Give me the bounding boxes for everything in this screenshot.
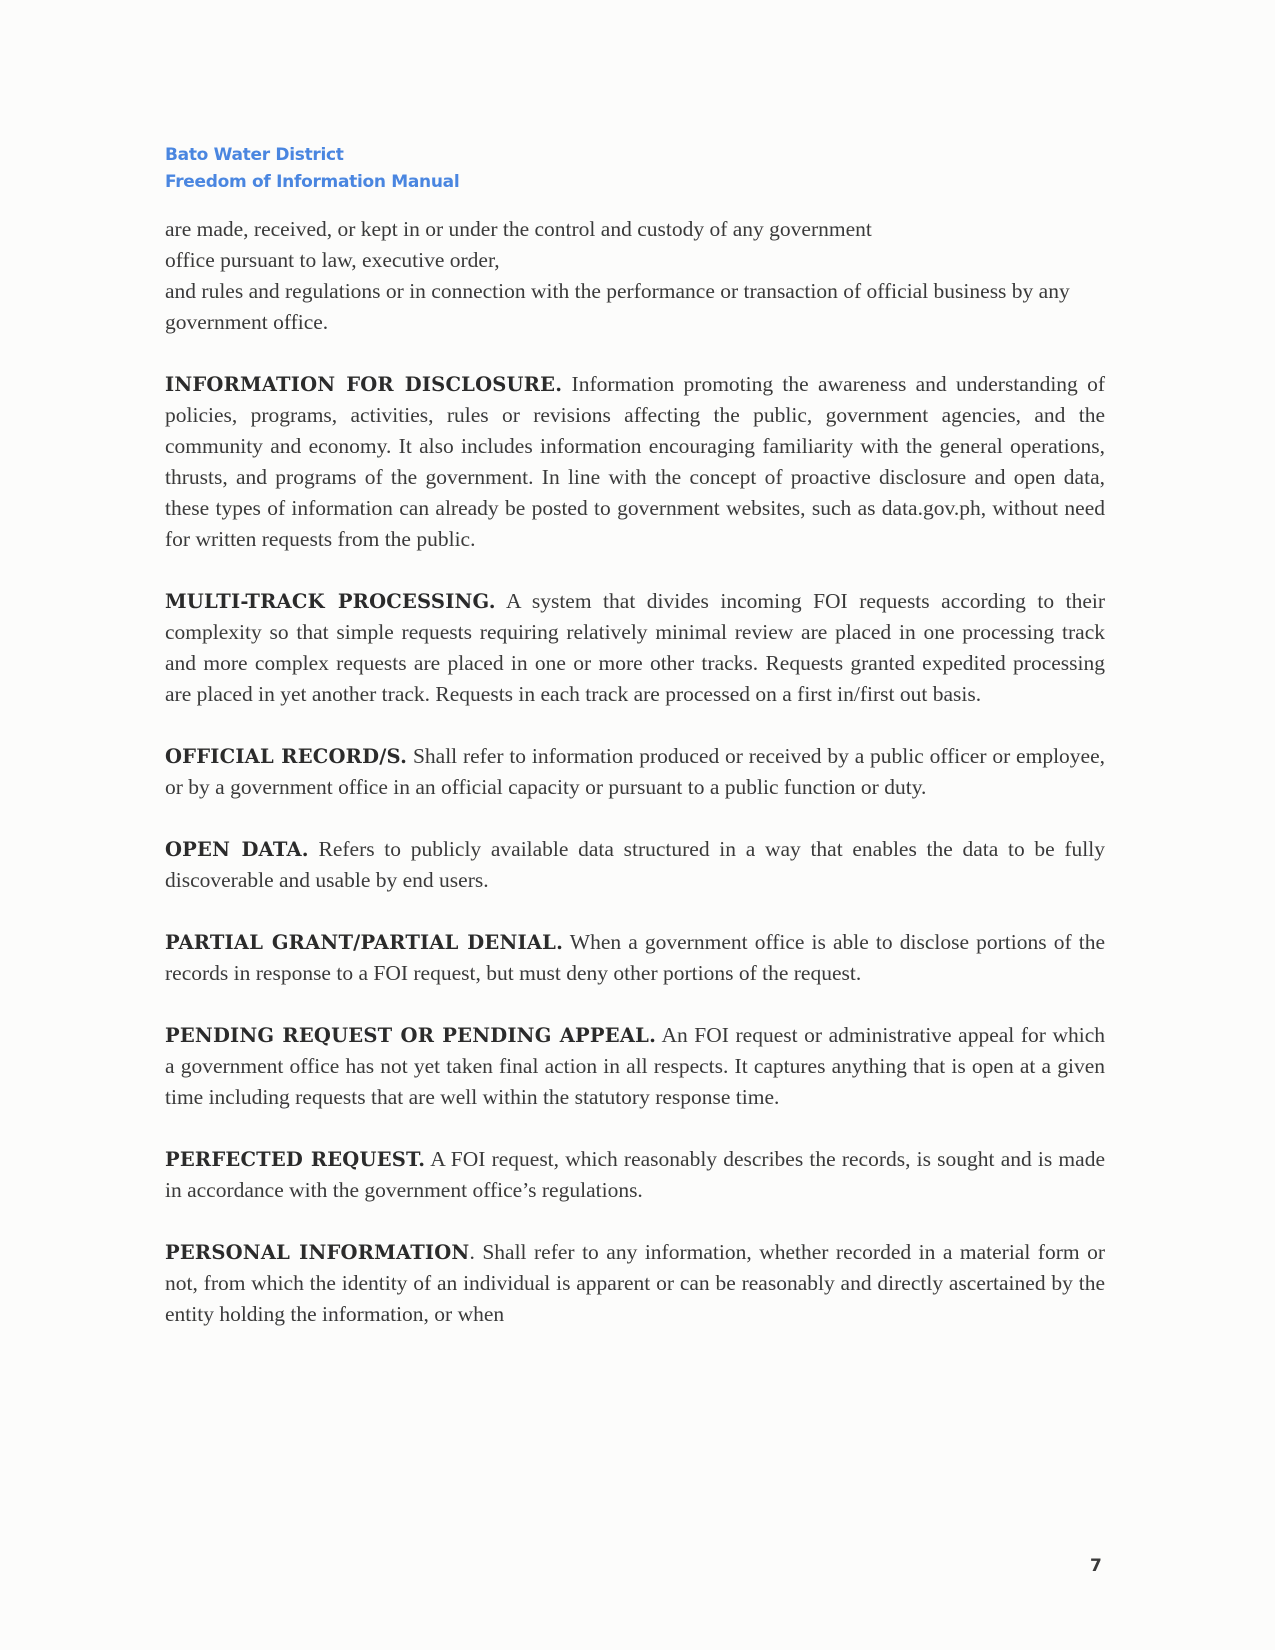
definition-term: INFORMATION FOR DISCLOSURE. — [165, 373, 563, 396]
definition-text: A FOI request, which reasonably describes the records, is sought and is made in accordance with the government office’s regulations. — [165, 1147, 1105, 1202]
document-body — [165, 214, 1105, 1361]
definition-multi-track-processing — [165, 586, 1105, 710]
definition-term: PERSONAL INFORMATION — [165, 1241, 470, 1264]
definition-personal-information — [165, 1237, 1105, 1330]
definition-term: OPEN DATA. — [165, 838, 309, 861]
definition-term: PERFECTED REQUEST. — [165, 1148, 426, 1171]
intro-line-1: are made, received, or kept in or under the control and custody of any government — [165, 217, 872, 241]
definition-text: An FOI request or administrative appeal for which a government office has not yet taken final action in all respects. It captures anything that is open at a given time including requests that are well within the statutory response time. — [165, 1023, 1105, 1109]
intro-line-3: and rules and regulations or in connection with the performance or transaction of official business by any government office. — [165, 279, 1070, 334]
definition-term: OFFICIAL RECORD/S. — [165, 745, 408, 768]
definition-term: PENDING REQUEST OR PENDING APPEAL. — [165, 1024, 657, 1047]
manual-title: Freedom of Information Manual — [165, 172, 460, 192]
page-number: 7 — [1090, 1556, 1102, 1576]
organization-name: Bato Water District — [165, 145, 344, 165]
definition-text: . Shall refer to any information, whether recorded in a material form or not, from which the identity of an individual is apparent or can be reasonably and directly ascertained by the entity holding the information, or when — [165, 1240, 1105, 1326]
definition-text: Refers to publicly available data structured in a way that enables the data to be fully discoverable and usable by end users. — [165, 837, 1105, 892]
definition-official-records — [165, 741, 1105, 803]
definition-perfected-request — [165, 1144, 1105, 1206]
intro-line-2: office pursuant to law, executive order, — [165, 248, 500, 272]
definition-text: A system that divides incoming FOI requests according to their complexity so that simple requests requiring relatively minimal review are placed in one processing track and more complex requests are placed in one or more other tracks. Requests granted expedited processing are placed in yet another track. Requests in each track are processed on a first in/first out basis. — [165, 589, 1105, 706]
definition-text: When a government office is able to disclose portions of the records in response to a FOI request, but must deny other portions of the request. — [165, 930, 1105, 985]
definition-term: PARTIAL GRANT/PARTIAL DENIAL. — [165, 931, 564, 954]
definition-information-for-disclosure — [165, 369, 1105, 555]
intro-paragraph — [165, 214, 1105, 338]
document-header — [165, 142, 765, 196]
definition-pending-request-or-appeal — [165, 1020, 1105, 1113]
definition-open-data — [165, 834, 1105, 896]
definition-partial-grant-partial-denial — [165, 927, 1105, 989]
definition-term: MULTI-TRACK PROCESSING. — [165, 590, 496, 613]
definition-text: Information promoting the awareness and understanding of policies, programs, activities, rules or revisions affecting the public, government agencies, and the community and economy. It also includes information encouraging familiarity with the general operations, thrusts, and programs of the government. In line with the concept of proactive disclosure and open data, these types of information can already be posted to government websites, such as data.gov.ph, without need for written requests from the public. — [165, 372, 1106, 551]
definition-text: Shall refer to information produced or received by a public officer or employee, or by a government office in an official capacity or pursuant to a public function or duty. — [165, 744, 1106, 799]
